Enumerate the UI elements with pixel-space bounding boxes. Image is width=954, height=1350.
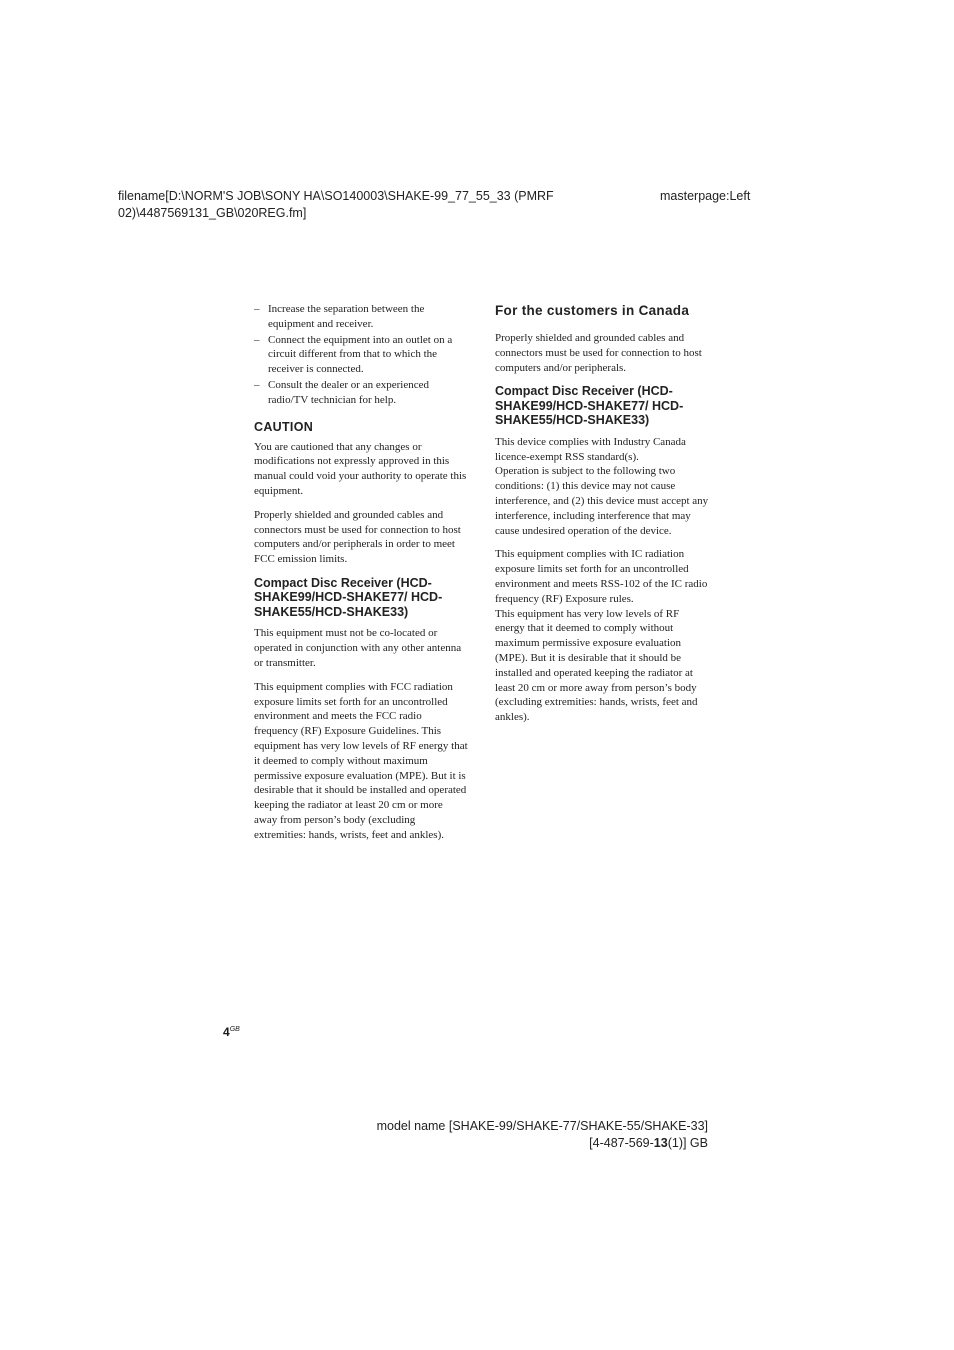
right-column bbox=[495, 302, 711, 734]
ic-exposure-line-2: This equipment has very low levels of RF energy that it deemed to comply without maximum permissive exposure evaluation (MPE). But it is desirable that it should be installed and operated keeping the radiator at least 20 cm or more away from person’s body (excluding extremities: hands, wrists, feet and ankles). bbox=[495, 607, 698, 724]
part-code-prefix: [4-487-569- bbox=[589, 1136, 654, 1150]
canada-cables-paragraph: Properly shielded and grounded cables and connectors must be used for connection to host computers and/or peripherals. bbox=[495, 332, 702, 374]
page-number-value: 4 bbox=[223, 1025, 230, 1039]
ic-exposure-paragraph bbox=[495, 547, 711, 725]
cd-receiver-heading-ic: Compact Disc Receiver (HCD-SHAKE99/HCD-SHAKE77/ HCD-SHAKE55/HCD-SHAKE33) bbox=[495, 384, 684, 428]
fcc-exposure-paragraph: This equipment complies with FCC radiation exposure limits set forth for an uncontrolled environment and meets the FCC radio frequency (RF) Exposure Guidelines. This equipment has very low levels of RF energy that it deemed to comply without maximum permissive exposure evaluation (MPE). But it is desirable that it should be installed and operated keeping the radiator at least 20 cm or more away from person’s body (excluding extremities: hands, wrists, feet and ankles). bbox=[254, 680, 468, 841]
ic-rss-line-2: Operation is subject to the following two conditions: (1) this device may not cause interference, and (2) this device must accept any interference, including interference that may cause undesired operation of the device. bbox=[495, 465, 709, 537]
bullet-text: Connect the equipment into an outlet on a circuit different from that to which the receiver is connected. bbox=[268, 333, 453, 376]
bullet-dash: – bbox=[254, 378, 260, 391]
bullet-list bbox=[254, 302, 468, 408]
bullet-text: Increase the separation between the equipment and receiver. bbox=[268, 303, 425, 330]
cd-receiver-heading-fcc: Compact Disc Receiver (HCD-SHAKE99/HCD-SHAKE77/ HCD-SHAKE55/HCD-SHAKE33) bbox=[254, 575, 443, 619]
list-item bbox=[254, 378, 468, 408]
canada-heading: For the customers in Canada bbox=[495, 303, 690, 318]
header-masterpage: masterpage:Left bbox=[660, 189, 751, 203]
bullet-dash: – bbox=[254, 303, 260, 315]
ic-exposure-line-1: This equipment complies with IC radiation exposure limits set forth for an uncontrolled environment and meets RSS-102 of the IC radio frequency (RF) Exposure rules. bbox=[495, 548, 708, 605]
bullet-text: Consult the dealer or an experienced radio/TV technician for help. bbox=[268, 378, 429, 406]
ic-rss-paragraph bbox=[495, 435, 711, 539]
caution-paragraph-2: Properly shielded and grounded cables and connectors must be used for connection to host computers and/or peripherals in order to meet FCC emission limits. bbox=[254, 508, 461, 566]
caution-heading: CAUTION bbox=[254, 419, 314, 434]
footer-part-code bbox=[589, 1135, 708, 1152]
header-filename: filename[D:\NORM'S JOB\SONY HA\SO140003\SHAKE-99_77_55_33 (PMRF 02)\4487569131_GB\020REG.fm] bbox=[118, 189, 554, 220]
ic-rss-line-1: This device complies with Industry Canada licence-exempt RSS standard(s). bbox=[495, 435, 686, 463]
bullet-dash: – bbox=[254, 333, 260, 346]
footer-model-name: model name [SHAKE-99/SHAKE-77/SHAKE-55/SHAKE-33] bbox=[376, 1119, 708, 1133]
page-number-suffix: GB bbox=[229, 1026, 240, 1033]
left-column bbox=[254, 302, 468, 852]
caution-paragraph-1: You are cautioned that any changes or modifications not expressly approved in this manual could void your authority to operate this equipment. bbox=[254, 440, 467, 497]
list-item bbox=[254, 333, 468, 377]
list-item bbox=[254, 302, 468, 332]
part-code-bold: 13 bbox=[653, 1136, 668, 1150]
part-code-suffix: (1)] GB bbox=[667, 1136, 708, 1150]
page-number bbox=[223, 1025, 240, 1039]
fcc-colocation-paragraph: This equipment must not be co-located or operated in conjunction with any other antenna or transmitter. bbox=[254, 627, 462, 670]
